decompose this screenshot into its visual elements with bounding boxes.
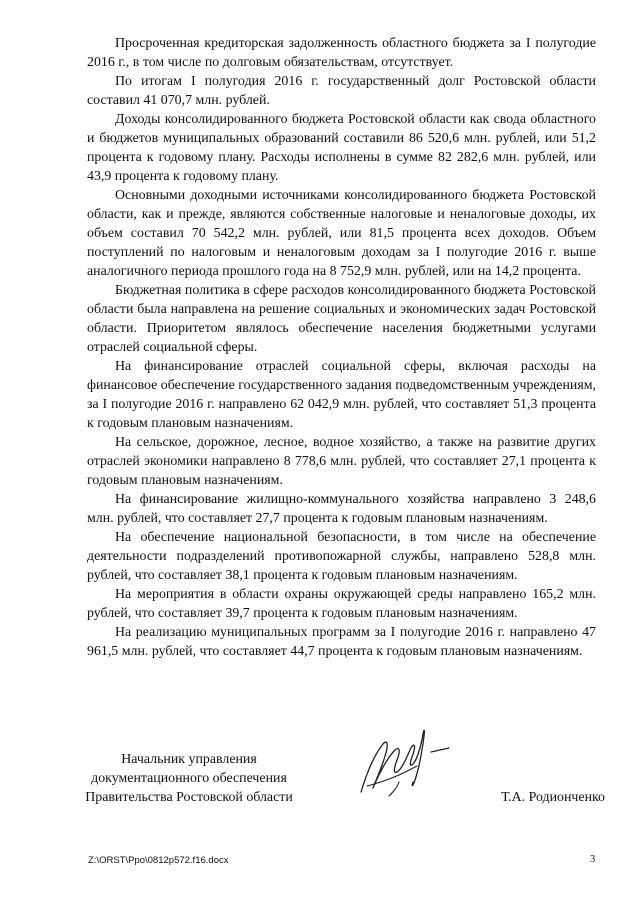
paragraph-municipal-programs: На реализацию муниципальных программ за I полугодие 2016 г. направлено 47 961,5 млн. рублей, что составляет 44,7 процента к годовым плановым назначениям.	[87, 625, 596, 659]
paragraph-budget-policy: Бюджетная политика в сфере расходов консолидированного бюджета Ростовской области была направлена на решение социальных и экономических задач Ростовской области. Приоритетом являлось обеспечение населения бюджетными услугами отраслей социальной сферы.	[87, 283, 596, 355]
signatory-position	[73, 750, 305, 807]
handwritten-signature	[353, 722, 463, 802]
position-line: Начальник управления	[121, 752, 257, 767]
paragraph-social-sphere: На финансирование отраслей социальной сферы, включая расходы на финансовое обеспечение государственного задания подведомственным учреждениям, за I полугодие 2016 г. направлено 62 042,9 млн. рублей, что составляет 51,3 процента к годовым плановым назначениям.	[87, 359, 596, 431]
page-number: 3	[590, 854, 596, 865]
paragraph-overdue-debt: Просроченная кредиторская задолженность областного бюджета за I полугодие 2016 г., в том числе по долговым обязательствам, отсутствует.	[87, 36, 596, 70]
paragraph-environment: На мероприятия в области охраны окружающей среды направлено 165,2 млн. рублей, что составляет 39,7 процента к годовым плановым назначениям.	[87, 587, 596, 621]
paragraph-consolidated-income: Доходы консолидированного бюджета Ростовской области как свода областного и бюджетов муниципальных образований составили 86 520,6 млн. рублей, или 51,2 процента к годовому плану. Расходы исполнены в сумме 82 282,6 млн. рублей, или 43,9 процента к годовому плану.	[87, 112, 596, 184]
footer-file-path: Z:\ORST\Ppo\0812p572.f16.docx	[88, 855, 229, 866]
position-line: документационного обеспечения	[91, 771, 287, 786]
paragraph-income-sources: Основными доходными источниками консолидированного бюджета Ростовской области, как и прежде, являются собственные налоговые и неналоговые доходы, их объем составил 70 542,2 млн. рублей, или 81,5 процента всех доходов. Объем поступлений по налоговым и неналоговым доходам за I полугодие 2016 г. выше аналогичного периода прошлого года на 8 752,9 млн. рублей, или на 14,2 процента.	[87, 188, 596, 279]
paragraph-national-security: На обеспечение национальной безопасности, в том числе на обеспечение деятельности подразделений противопожарной службы, направлено 528,8 млн. рублей, что составляет 38,1 процента к годовым плановым назначениям.	[87, 530, 596, 583]
paragraph-housing-utilities: На финансирование жилищно-коммунального хозяйства направлено 3 248,6 млн. рублей, что составляет 27,7 процента к годовым плановым назначениям.	[87, 492, 596, 526]
paragraph-economy-sectors: На сельское, дорожное, лесное, водное хозяйство, а также на развитие других отраслей экономики направлено 8 778,6 млн. рублей, что составляет 27,1 процента к годовым плановым назначениям.	[87, 435, 596, 488]
document-body	[87, 34, 596, 661]
signature-block	[73, 750, 605, 810]
position-line: Правительства Ростовской области	[85, 790, 293, 805]
signatory-name: Т.А. Родионченко	[501, 790, 605, 805]
paragraph-state-debt: По итогам I полугодия 2016 г. государственный долг Ростовской области составил 41 070,7 млн. рублей.	[87, 74, 596, 108]
